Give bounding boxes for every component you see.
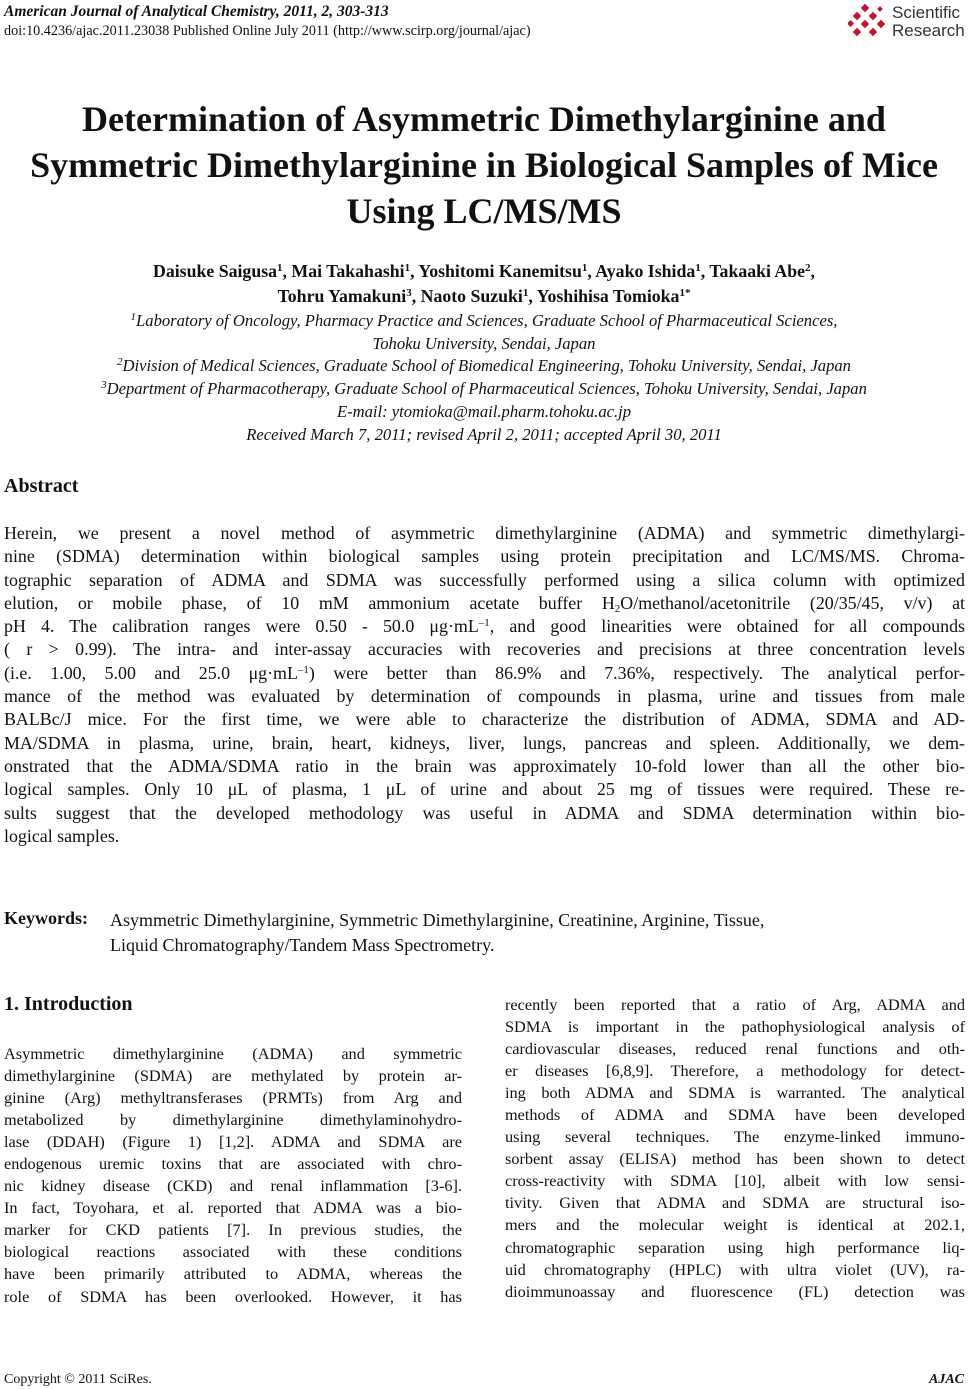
affil-sup: 1 [130,311,137,323]
author-name: Yoshihisa Tomioka [536,286,680,306]
journal-abbreviation: AJAC [928,1372,964,1387]
abstract-heading: Abstract [4,475,79,497]
title-line-2: Symmetric Dimethylarginine in Biological Samples of Mice [30,145,938,185]
intro-line: dimethylarginine (SDMA) are methylated by protein ar- [4,1066,462,1086]
author-affil-sup: 1 [581,262,588,274]
author-name: Daisuke Saigusa [153,261,278,281]
author-name: Yoshitomi Kanemitsu [418,261,582,281]
keywords-line: Liquid Chromatography/Tandem Mass Spectrometry. [110,934,495,955]
intro-line: recently been reported that a ratio of Arg, ADMA and [505,995,965,1014]
author-affil-sup: 1 [404,262,411,274]
author-name: Naoto Suzuki [420,286,523,306]
abstract-line: tographic separation of ADMA and SDMA was successfully performed using a silica column with optimized [4,569,965,590]
author-affil-sup: 1 [277,262,283,274]
intro-line: endogenous uremic toxins that are associated with chro- [4,1154,462,1174]
abstract-line: onstrated that the ADMA/SDMA ratio in the brain was approximately 10-fold lower than all the other bio- [4,755,965,776]
logo-text-research: Research [892,21,965,40]
intro-line: methods of ADMA and SDMA have been developed [505,1105,965,1125]
intro-line: dioimmunoassay and fluorescence (FL) detection was [505,1281,965,1301]
intro-left-column [4,1043,462,1308]
affil-sup: 2 [117,356,123,368]
intro-line: role of SDMA has been overlooked. However, it has [4,1286,462,1306]
keywords-line: Asymmetric Dimethylarginine, Symmetric Dimethylarginine, Creatinine, Arginine, Tissue, [110,910,765,930]
keywords-text [110,908,930,957]
intro-line: Asymmetric dimethylarginine (ADMA) and symmetric [4,1044,462,1063]
intro-line: ginine (Arg) methyltransferases (PRMTs) from Arg and [4,1088,462,1108]
author-name: Takaaki Abe [709,261,806,281]
corresponding-email: E-mail: ytomioka@mail.pharm.tohoku.ac.jp [336,402,632,421]
author-affil-sup: 1 [695,262,701,274]
abstract-body [4,522,965,848]
intro-line: tivity. Given that ADMA and SDMA are structural iso- [505,1193,965,1213]
abstract-line: elution, or mobile phase, of 10 mM ammonium acetate buffer $H_2O/methanol$/acetonitrile (20/35/45, v/v) at [4,592,966,615]
intro-line: using several techniques. The enzyme-linked immuno- [505,1127,965,1147]
scientific-research-logo [848,2,966,42]
title-line-1: Determination of Asymmetric Dimethylarginine and [82,99,886,139]
intro-line: nic kidney disease (CKD) and renal inflammation [3-6]. [4,1176,462,1196]
copyright-notice: Copyright © 2011 SciRes. [4,1372,152,1387]
intro-line: marker for CKD patients [7]. In previous studies, the [4,1220,462,1240]
intro-line: In fact, Toyohara, et al. reported that ADMA was a bio- [4,1198,462,1218]
abstract-line: (i.e. 1.00, 5.00 and 25.0 $\mu g\cdot mL^{-1}$) were better than 86.9% and 7.36%, respectively. The analytical perfor- [4,662,965,683]
doi-line: doi:10.4236/ajac.2011.23038 Published Online July 2011 (http://www.scirp.org/journal/ajac) [4,23,531,39]
author-name: Mai Takahashi [291,261,405,281]
journal-citation: American Journal of Analytical Chemistry, 2011, 2, 303-313 [4,3,389,20]
affiliation-2 [0,356,968,376]
received-dates: Received March 7, 2011; revised April 2, 2011; accepted April 30, 2011 [246,425,722,444]
affiliation-1-cont: Tohoku University, Sendai, Japan [372,334,596,353]
author-name: Ayako Ishida [595,261,696,281]
author-affil-sup: 1* [679,287,691,299]
intro-line: cross-reactivity with SDMA [10], albeit with low sensi- [505,1171,965,1191]
affiliation-text: Laboratory of Oncology, Pharmacy Practice and Sciences, Graduate School of Pharmaceutical Sciences, [136,311,838,330]
abstract-line: BALBc/J mice. For the first time, we were able to characterize the distribution of ADMA, SDMA and AD- [4,709,965,730]
intro-right-column [505,994,965,1303]
introduction-heading: 1. Introduction [4,993,133,1015]
affil-sup: 3 [101,379,107,391]
intro-line: sorbent assay (ELISA) method has been shown to detect [505,1149,965,1169]
keywords-label: Keywords: [4,908,88,928]
intro-line: biological reactions associated with these conditions [4,1242,462,1262]
publisher-logo-icon [848,4,888,40]
author-name: Tohru Yamakuni [277,286,407,306]
author-list-line-2: Tohru Yamakuni$^3$, Naoto Suzuki$^1$, Yoshihisa Tomioka$^{1*}$ [277,286,691,306]
affiliation-text: Division of Medical Sciences, Graduate School of Biomedical Engineering, Tohoku University, Sendai, Japan [122,356,851,375]
title-line-3: Using LC/MS/MS [346,191,622,231]
abstract-line: ( r > 0.99). The intra- and inter-assay accuracies with recoveries and precisions at three concentration levels [4,639,965,660]
intro-line: er diseases [6,8,9]. Therefore, a methodology for detect- [505,1061,965,1081]
author-list-line-1: Daisuke Saigusa$^1$, Mai Takahashi$^1$, Yoshitomi Kanemitsu$^1$, Ayako Ishida$^1$, Takaaki Abe$^2$, [153,261,815,281]
intro-line: cardiovascular diseases, reduced renal functions and oth- [505,1039,965,1059]
abstract-line: sults suggest that the developed methodology was useful in ADMA and SDMA determination within bio- [4,802,965,823]
intro-line: have been primarily attributed to ADMA, whereas the [4,1264,462,1284]
abstract-line: logical samples. [4,825,120,846]
abstract-line: mance of the method was evaluated by determination of compounds in plasma, urine and tissues from male [4,686,965,707]
author-affil-sup: 2 [805,262,811,274]
author-affil-sup: 3 [406,287,412,299]
affiliation-3 [0,379,968,399]
abstract-line: logical samples. Only 10 μL of plasma, 1 μL of urine and about 25 mg of tissues were required. These re- [4,779,965,800]
logo-text-scientific: Scientific [892,3,961,22]
intro-line: ing both ADMA and SDMA is warranted. The analytical [505,1083,965,1103]
abstract-line: nine (SDMA) determination within biological samples using protein precipitation and LC/MS/MS. Chroma- [4,546,965,567]
abstract-line: MA/SDMA in plasma, urine, brain, heart, kidneys, liver, lungs, pancreas and spleen. Additionally, we dem- [4,732,965,753]
intro-line: uid chromatography (HPLC) with ultra violet (UV), ra- [505,1259,965,1279]
intro-line: chromatographic separation using high performance liq- [505,1237,965,1257]
affiliation-text: Department of Pharmacotherapy, Graduate School of Pharmaceutical Sciences, Tohoku University, Sendai, Japan [106,379,867,398]
intro-line: metabolized by dimethylarginine dimethylaminohydro- [4,1110,462,1130]
paper-title [0,96,968,234]
abstract-line: pH 4. The calibration ranges were 0.50 - 50.0 $\mu g\cdot mL^{-1}$, and good linearities were obtained for all compounds [4,616,965,637]
intro-line: SDMA is important in the pathophysiological analysis of [505,1017,965,1037]
abstract-line: Herein, we present a novel method of asymmetric dimethylarginine (ADMA) and symmetric dimethylargi- [4,523,965,543]
intro-line: lase (DDAH) (Figure 1) [1,2]. ADMA and SDMA are [4,1132,462,1152]
intro-line: mers and the molecular weight is identical at 202.1, [505,1215,965,1235]
author-affil-sup: 1 [522,287,529,299]
affiliation-1 [0,311,968,331]
